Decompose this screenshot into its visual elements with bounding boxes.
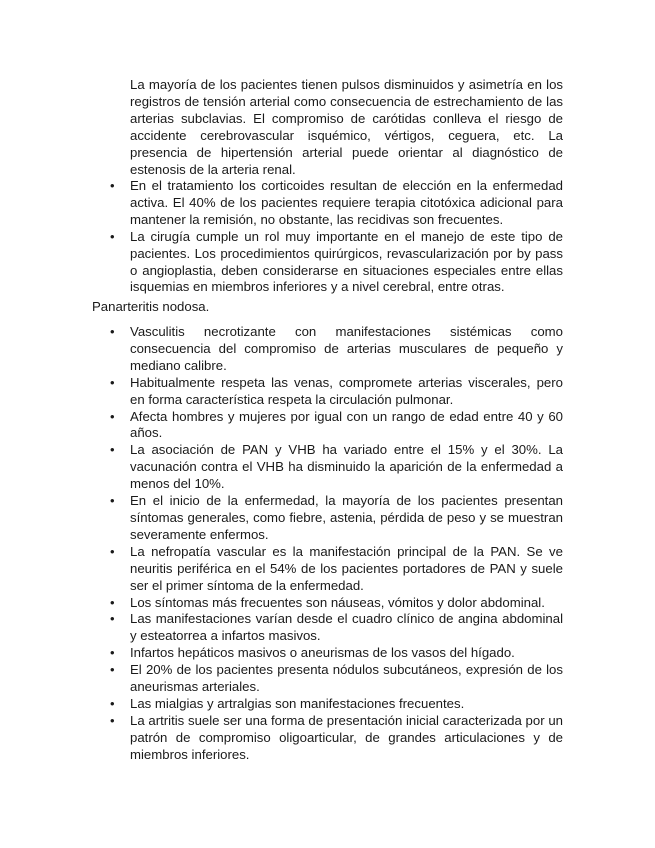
bullet-icon: • xyxy=(110,408,115,424)
section-heading: Panarteritis nodosa. xyxy=(92,299,210,314)
list-item-text: La cirugía cumple un rol muy importante en el manejo de este tipo de pacientes. Los procedimientos quirúrgicos, revascularización por by pass o angioplastia, deben considerarse en situaciones especiales entre ellas isquemias en miembros inferiores y a nivel cerebral, entre otras. xyxy=(130,228,563,295)
list-item-text: Los síntomas más frecuentes son náuseas, vómitos y dolor abdominal. xyxy=(130,594,545,610)
pan-bullet-list xyxy=(110,324,563,764)
treatment-bullet-list xyxy=(110,178,563,296)
list-item-text: La nefropatía vascular es la manifestación principal de la PAN. Se ve neuritis periférica en el 54% de los pacientes portadores de PAN y suele ser el primer síntoma de la enfermedad. xyxy=(130,543,563,593)
list-item xyxy=(110,645,563,662)
bullet-icon: • xyxy=(110,611,115,627)
bullet-icon: • xyxy=(110,228,115,244)
bullet-icon: • xyxy=(110,712,115,728)
intro-paragraph: La mayoría de los pacientes tienen pulsos disminuidos y asimetría en los registros de tensión arterial como consecuencia de estrechamiento de las arterias subclavias. El compromiso de carótidas conlleva el riesgo de accidente cerebrovascular isquémico, vértigos, ceguera, etc. La presencia de hipertensión arterial puede orientar al diagnóstico de estenosis de la arteria renal. xyxy=(130,77,563,177)
list-item xyxy=(110,374,563,409)
list-item-text: El 20% de los pacientes presenta nódulos subcutáneos, expresión de los aneurismas arteriales. xyxy=(130,662,563,695)
list-item xyxy=(110,662,563,696)
list-item-text: La artritis suele ser una forma de presentación inicial caracterizada por un patrón de compromiso oligoarticular, de grandes articulaciones y de miembros inferiores. xyxy=(130,712,563,762)
bullet-icon: • xyxy=(110,594,115,610)
list-item-text: Afecta hombres y mujeres por igual con un rango de edad entre 40 y 60 años. xyxy=(130,408,563,441)
bullet-icon: • xyxy=(110,662,115,678)
list-item-text: Habitualmente respeta las venas, compromete arterias viscerales, pero en forma característica respeta la circulación pulmonar. xyxy=(130,374,563,407)
bullet-icon: • xyxy=(110,645,115,661)
list-item xyxy=(110,442,563,493)
list-item xyxy=(110,611,563,645)
list-item-text: Las mialgias y artralgias son manifestaciones frecuentes. xyxy=(130,695,465,711)
bullet-icon: • xyxy=(110,324,115,339)
list-item xyxy=(110,178,563,229)
bullet-icon: • xyxy=(110,374,115,390)
list-item-text: Infartos hepáticos masivos o aneurismas de los vasos del hígado. xyxy=(130,645,515,661)
list-item xyxy=(110,695,563,713)
bullet-icon: • xyxy=(110,493,115,509)
list-item-text: Las manifestaciones varían desde el cuadro clínico de angina abdominal y esteatorrea a infartos masivos. xyxy=(130,611,563,644)
list-item xyxy=(110,324,563,375)
list-item xyxy=(110,228,563,297)
bullet-icon: • xyxy=(110,695,115,711)
list-item xyxy=(110,493,563,544)
list-item xyxy=(110,543,563,595)
list-item xyxy=(110,712,563,764)
bullet-icon: • xyxy=(110,442,115,458)
list-item xyxy=(110,408,563,443)
list-item-text: En el inicio de la enfermedad, la mayoría de los pacientes presentan síntomas generales, como fiebre, astenia, pérdida de peso y se muestran severamente enfermos. xyxy=(130,493,563,542)
list-item-text: Vasculitis necrotizante con manifestaciones sistémicas como consecuencia del compromiso de arterias musculares de pequeño y mediano calibre. xyxy=(130,324,563,373)
list-item-text: La asociación de PAN y VHB ha variado entre el 15% y el 30%. La vacunación contra el VHB ha disminuido la aparición de la enfermedad a menos del 10%. xyxy=(130,442,563,492)
list-item-text: En el tratamiento los corticoides resultan de elección en la enfermedad activa. El 40% de los pacientes requiere terapia citotóxica adicional para mantener la remisión, no obstante, las recidivas son frecuentes. xyxy=(130,178,563,227)
list-item xyxy=(110,594,563,612)
bullet-icon: • xyxy=(110,178,115,193)
bullet-icon: • xyxy=(110,543,115,559)
